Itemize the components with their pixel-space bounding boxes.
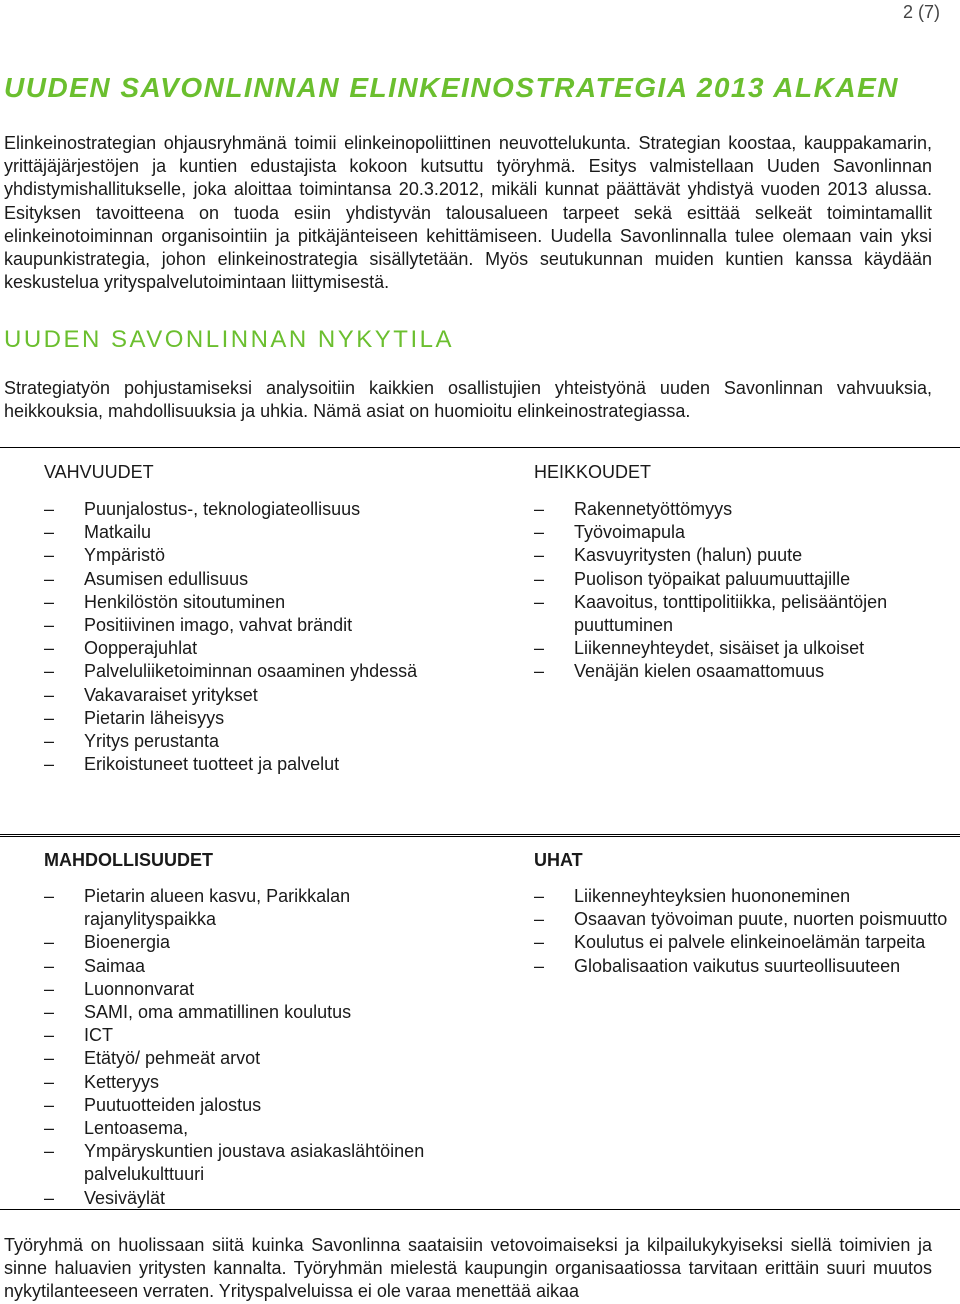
list-item: – Kasvuyritysten (halun) puute (534, 544, 954, 567)
list-item: – Puutuotteiden jalostus (44, 1094, 484, 1117)
threats-list (534, 885, 954, 978)
page-number: 2 (7) (902, 2, 940, 22)
list-item: – Etätyö/ pehmeät arvot (44, 1047, 484, 1070)
list-item: – SAMI, oma ammatillinen koulutus (44, 1001, 484, 1024)
list-item: – Työvoimapula (534, 521, 954, 544)
list-item: – Yritys perustanta (44, 730, 484, 753)
list-item: – Ympäristö (44, 544, 484, 567)
current-state-paragraph: Strategiatyön pohjustamiseksi analysoitiin kaikkien osallistujien yhteistyönä uuden Savonlinnan vahvuuksia, heikkouksia, mahdollisuuksia ja uhkia. Nämä asiat on huomioitu elinkeinostrategiassa. (4, 378, 932, 422)
list-item: – Lentoasema, (44, 1117, 484, 1140)
list-item: – Matkailu (44, 521, 484, 544)
list-item: – Erikoistuneet tuotteet ja palvelut (44, 753, 484, 776)
list-item: – Oopperajuhlat (44, 637, 484, 660)
list-item: – Pietarin alueen kasvu, Parikkalan rajanylityspaikka (44, 885, 484, 931)
list-item: – Liikenneyhteyksien huononeminen (534, 885, 954, 908)
strengths-title: VAHVUUDET (44, 462, 154, 482)
list-item: – Palveluliiketoiminnan osaaminen yhdessä (44, 660, 484, 683)
list-item: – Koulutus ei palvele elinkeinoelämän tarpeita (534, 931, 954, 954)
weaknesses-list (534, 498, 954, 684)
list-item: – Puolison työpaikat paluumuuttajille (534, 568, 954, 591)
list-item: – Ketteryys (44, 1071, 484, 1094)
list-item: – Henkilöstön sitoutuminen (44, 591, 484, 614)
list-item: – Puunjalostus-, teknologiateollisuus (44, 498, 484, 521)
list-item: – Liikenneyhteydet, sisäiset ja ulkoiset (534, 637, 954, 660)
swot-weaknesses-cell (534, 448, 954, 684)
swot-table-bottom (0, 836, 960, 1210)
list-item: – Vakavaraiset yritykset (44, 684, 484, 707)
list-item: – Rakennetyöttömyys (534, 498, 954, 521)
swot-table-top (0, 447, 960, 835)
list-item: – Osaavan työvoiman puute, nuorten poismuutto (534, 908, 954, 931)
list-item: – Venäjän kielen osaamattomuus (534, 660, 954, 683)
list-item: – Bioenergia (44, 931, 484, 954)
strengths-list (44, 498, 484, 776)
swot-strengths-cell (44, 448, 484, 776)
list-item: – Pietarin läheisyys (44, 707, 484, 730)
list-item: – Positiivinen imago, vahvat brändit (44, 614, 484, 637)
list-item: – Ympäryskuntien joustava asiakaslähtöinen palvelukulttuuri (44, 1140, 484, 1186)
section-title-current-state: UUDEN SAVONLINNAN NYKYTILA (4, 326, 454, 353)
list-item: – Vesiväylät (44, 1187, 484, 1210)
threats-title: UHAT (534, 850, 583, 870)
strategy-paragraph: Elinkeinostrategian ohjausryhmänä toimii elinkeinopoliittinen neuvottelukunta. Strategian koostaa, kauppakamarin, yrittäjäjärjestöjen ja kuntien edustajista kokoon kutsuttu työryhmä. Esitys valmistellaan Uuden Savonlinnan yhdistymishallitukselle, joka aloittaa toimintansa 20.3.2012, mikäli kunnat päättävät yhdistyä vuoden 2013 alussa. Esityksen tavoitteena on tuoda esiin yhdistyvän talousalueen tarpeet sekä esittää selkeät toimintamallit elinkeinotoiminnan organisointiin ja pitkäjänteiseen kehittämiseen. Uudella Savonlinnalla tulee olemaan vain yksi kaupunkistrategia, johon elinkeinostrategia sisällytetään. Myös seutukunnan muiden kuntien kanssa käydään keskustelua yrityspalvelutoimintaan liittymisestä. (4, 133, 932, 293)
list-item: – Kaavoitus, tonttipolitiikka, pelisääntöjen puuttuminen (534, 591, 954, 637)
section-title-strategy: UUDEN SAVONLINNAN ELINKEINOSTRATEGIA 2013 ALKAEN (4, 72, 899, 103)
list-item: – Asumisen edullisuus (44, 568, 484, 591)
list-item: – Saimaa (44, 955, 484, 978)
opportunities-title: MAHDOLLISUUDET (44, 850, 213, 870)
list-item: – Luonnonvarat (44, 978, 484, 1001)
list-item: – Globalisaation vaikutus suurteollisuuteen (534, 955, 954, 978)
swot-threats-cell (534, 837, 954, 978)
opportunities-list (44, 885, 484, 1210)
working-group-paragraph: Työryhmä on huolissaan siitä kuinka Savonlinna saataisiin vetovoimaiseksi ja kilpailukykyiseksi siellä toimivien ja sinne haluavien yritysten kannalta. Työryhmän mielestä kaupungin organisaatiossa tarvitaan erittäin suuri muutos nykytilanteeseen verraten. Yrityspalveluissa ei ole varaa menettää aikaa (4, 1235, 932, 1302)
weaknesses-title: HEIKKOUDET (534, 462, 652, 482)
list-item: – ICT (44, 1024, 484, 1047)
swot-opportunities-cell (44, 837, 484, 1210)
